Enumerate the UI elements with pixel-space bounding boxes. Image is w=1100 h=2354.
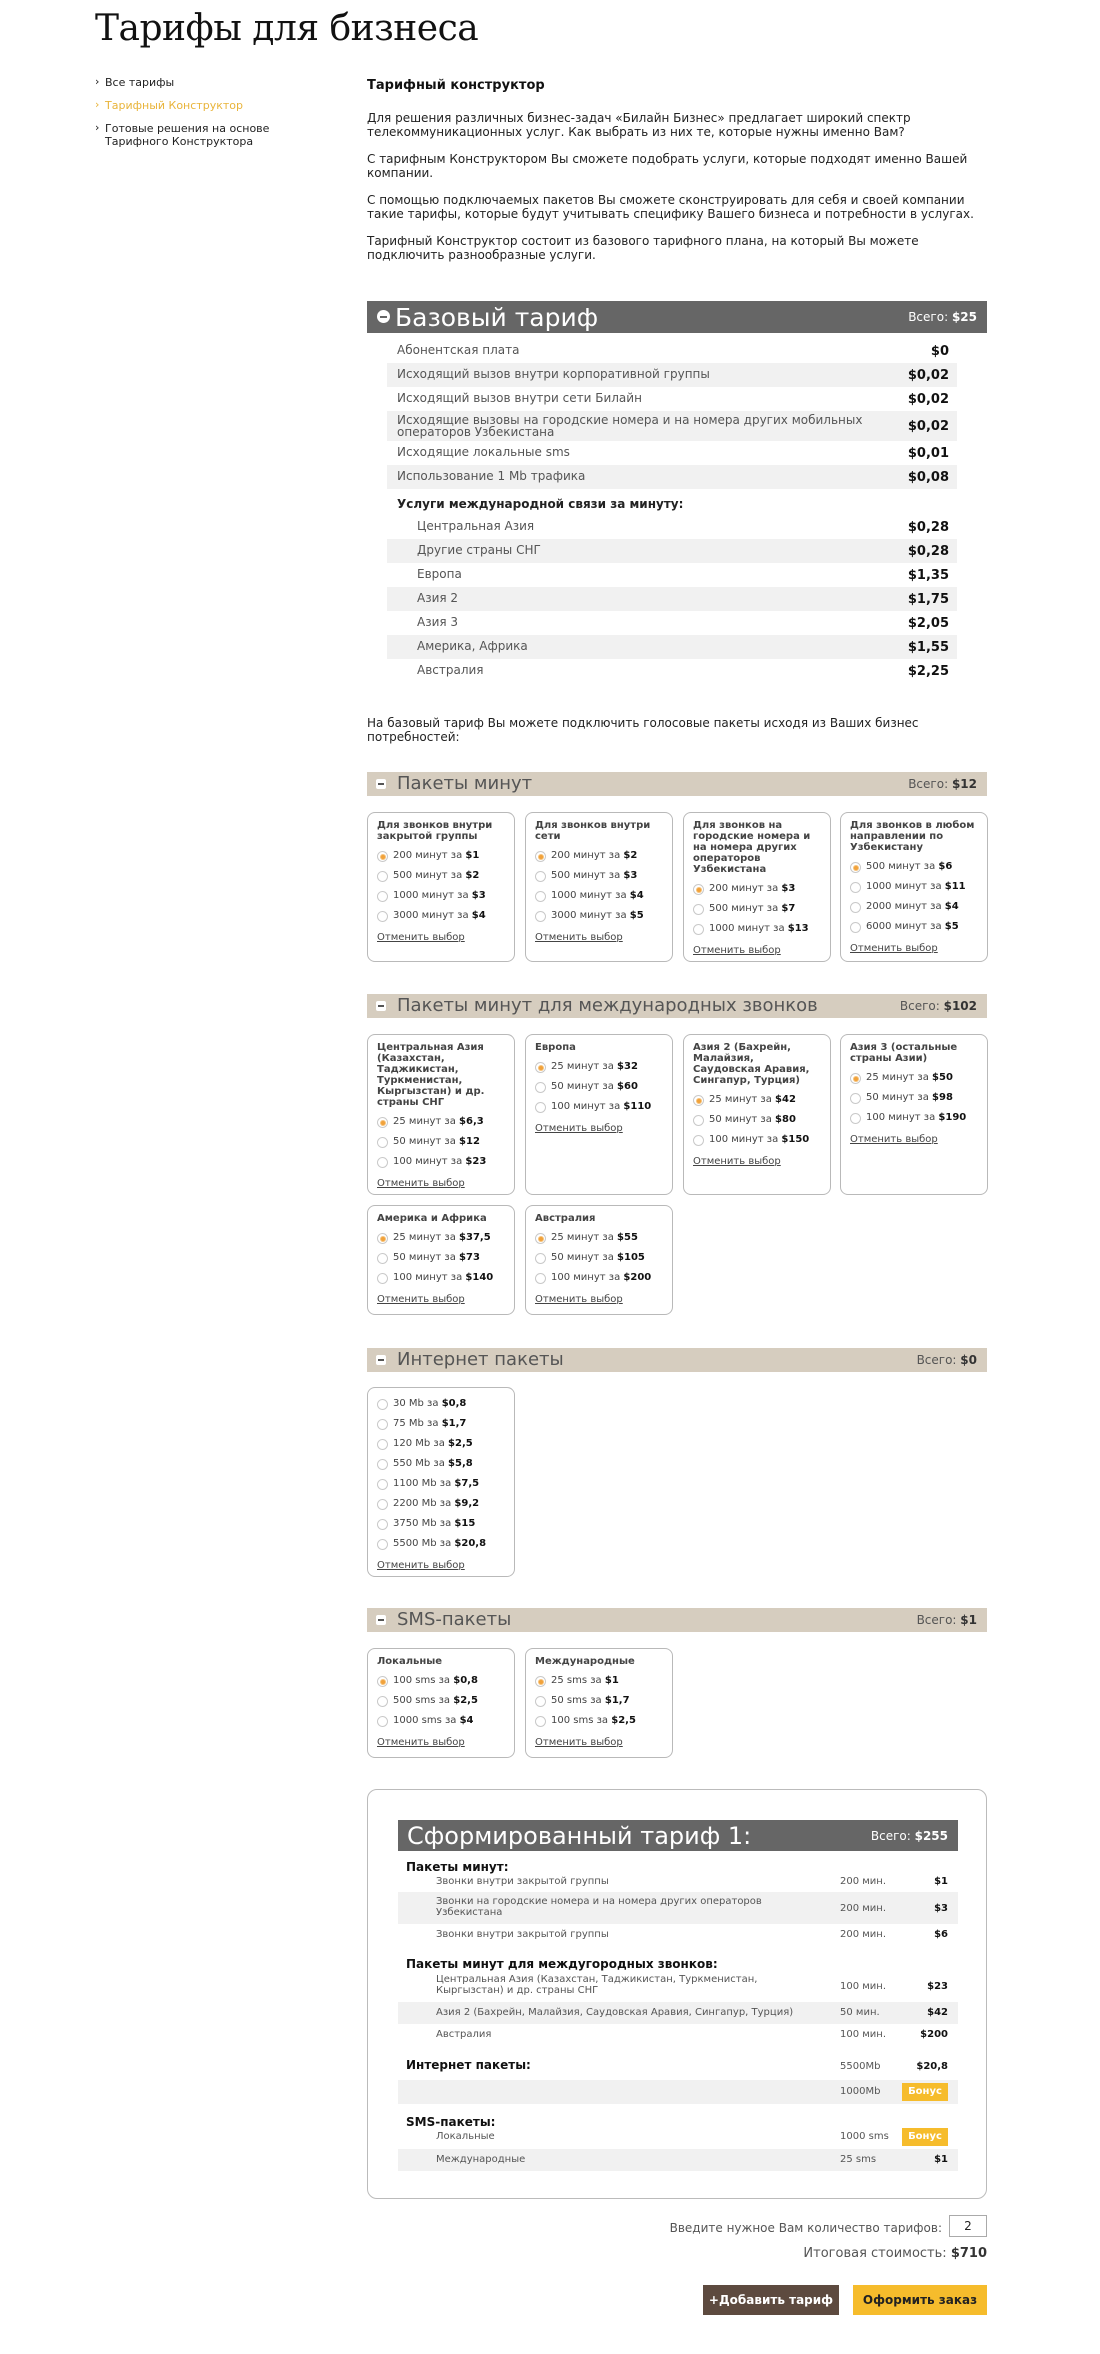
page-title: Тарифы для бизнеса	[95, 8, 479, 49]
card-title: Азия 2 (Бахрейн, Малайзия, Саудовская Аравия, Сингапур, Турция)	[693, 1042, 810, 1086]
radio-option[interactable]: 25 минут за $32	[535, 1058, 663, 1078]
radio-icon[interactable]	[850, 1113, 861, 1124]
radio-icon[interactable]	[535, 1082, 546, 1093]
radio-icon[interactable]	[850, 882, 861, 893]
radio-icon[interactable]	[850, 1073, 861, 1084]
summary-row: Центральная Азия (Казахстан, Таджикистан, Туркменистан, Кыргызстан) и др. страны СНГ 100 мин. $23	[436, 1974, 948, 1996]
radio-icon[interactable]	[377, 1233, 388, 1244]
radio-icon[interactable]	[377, 1459, 388, 1470]
summary-group-title: SMS-пакеты:	[406, 2115, 496, 2129]
radio-icon[interactable]	[377, 891, 388, 902]
radio-option[interactable]: 200 минут за $2	[535, 847, 663, 867]
radio-option[interactable]: 2200 Mb за $9,2	[377, 1495, 505, 1515]
summary-row: Звонки на городские номера и на номера других операторов Узбекистана 200 мин. $3	[398, 1892, 958, 1924]
radio-option[interactable]: 100 минут за $190	[850, 1109, 978, 1129]
section-title: Пакеты минут для международных звонков	[397, 995, 818, 1016]
radio-icon[interactable]	[535, 1696, 546, 1707]
radio-option[interactable]: 100 минут за $200	[535, 1269, 663, 1289]
place-order-button[interactable]: Оформить заказ	[853, 2285, 987, 2315]
reset-selection-link[interactable]: Отменить выбор	[535, 1123, 623, 1134]
collapse-icon[interactable]	[376, 1615, 386, 1625]
section-title: Пакеты минут	[397, 773, 533, 794]
section-title: SMS-пакеты	[397, 1609, 512, 1630]
reset-selection-link[interactable]: Отменить выбор	[377, 1560, 465, 1571]
radio-option[interactable]: 100 минут за $23	[377, 1153, 505, 1173]
radio-option[interactable]: 1000 минут за $13	[693, 920, 821, 940]
section-total: Всего: $0	[916, 1353, 977, 1367]
radio-icon[interactable]	[693, 1135, 704, 1146]
reset-selection-link[interactable]: Отменить выбор	[377, 932, 465, 943]
radio-icon[interactable]	[535, 871, 546, 882]
package-card	[367, 1648, 515, 1758]
radio-icon[interactable]	[535, 1716, 546, 1727]
package-card	[683, 1034, 831, 1195]
radio-icon[interactable]	[535, 911, 546, 922]
radio-option[interactable]: 2000 минут за $4	[850, 898, 978, 918]
radio-option[interactable]: 120 Mb за $2,5	[377, 1435, 505, 1455]
tariff-summary	[367, 1789, 987, 2199]
card-title: Азия 3 (остальные страны Азии)	[850, 1042, 958, 1064]
package-card	[367, 1205, 515, 1315]
reset-selection-link[interactable]: Отменить выбор	[535, 1294, 623, 1305]
card-title: Австралия	[535, 1213, 596, 1224]
radio-option[interactable]: 100 минут за $140	[377, 1269, 505, 1289]
tariff-quantity-label: Введите нужное Вам количество тарифов:	[669, 2221, 942, 2235]
table-row: Исходящий вызов внутри корпоративной группы $0,02	[387, 363, 957, 387]
intro-paragraph: Тарифный Конструктор состоит из базового тарифного плана, на который Вы можете подключить разнообразные услуги.	[367, 234, 919, 262]
package-card	[525, 812, 673, 962]
radio-icon[interactable]	[535, 1273, 546, 1284]
package-card	[840, 812, 988, 962]
package-card	[525, 1034, 673, 1195]
radio-option[interactable]: 25 минут за $37,5	[377, 1229, 505, 1249]
radio-icon[interactable]	[535, 891, 546, 902]
radio-option[interactable]: 200 минут за $1	[377, 847, 505, 867]
radio-icon[interactable]	[377, 1499, 388, 1510]
bonus-badge: Бонус	[902, 2083, 948, 2101]
radio-icon[interactable]	[693, 1115, 704, 1126]
summary-row: Австралия 100 мин. $200	[436, 2029, 948, 2040]
table-row: Европа $1,35	[417, 567, 949, 583]
radio-icon[interactable]	[377, 1253, 388, 1264]
summary-group-title: Пакеты минут для междугородных звонков:	[406, 1957, 718, 1971]
card-title: Для звонков в любом направлении по Узбекистану	[850, 820, 975, 853]
intro	[367, 78, 987, 275]
table-row: Америка, Африка $1,55	[387, 635, 957, 659]
radio-option[interactable]: 25 минут за $50	[850, 1069, 978, 1089]
collapse-icon[interactable]	[376, 779, 386, 789]
radio-option[interactable]: 500 минут за $6	[850, 858, 978, 878]
reset-selection-link[interactable]: Отменить выбор	[535, 1737, 623, 1748]
table-row: Азия 2 $1,75	[387, 587, 957, 611]
radio-option[interactable]: 6000 минут за $5	[850, 918, 978, 938]
radio-icon[interactable]	[535, 1253, 546, 1264]
reset-selection-link[interactable]: Отменить выбор	[377, 1178, 465, 1189]
card-title: Локальные	[377, 1656, 443, 1667]
radio-option[interactable]: 1000 sms за $4	[377, 1712, 505, 1732]
radio-option[interactable]: 25 минут за $55	[535, 1229, 663, 1249]
radio-option[interactable]: 50 sms за $1,7	[535, 1692, 663, 1712]
radio-icon[interactable]	[377, 1157, 388, 1168]
section-total: Всего: $12	[908, 777, 977, 791]
radio-icon[interactable]	[377, 1419, 388, 1430]
radio-option[interactable]: 25 минут за $6,3	[377, 1113, 505, 1133]
radio-icon[interactable]	[535, 1062, 546, 1073]
radio-option[interactable]: 30 Mb за $0,8	[377, 1395, 505, 1415]
card-title: Америка и Африка	[377, 1213, 487, 1224]
table-row: Исходящие вызовы на городские номера и на номера других мобильных операторов Узбекистана $0,02	[387, 411, 957, 441]
radio-icon[interactable]	[377, 1539, 388, 1550]
radio-icon[interactable]	[850, 862, 861, 873]
minutes-packages-header[interactable]	[367, 772, 987, 796]
radio-icon[interactable]	[693, 884, 704, 895]
reset-selection-link[interactable]: Отменить выбор	[377, 1737, 465, 1748]
summary-row: 5500Mb $20,8	[840, 2061, 948, 2072]
radio-icon[interactable]	[377, 871, 388, 882]
bonus-badge: Бонус	[902, 2128, 948, 2146]
radio-option[interactable]: 100 минут за $150	[693, 1131, 821, 1151]
package-card	[525, 1205, 673, 1315]
packages-note: На базовый тариф Вы можете подключить голосовые пакеты исходя из Ваших бизнес потребностей:	[367, 716, 919, 744]
radio-icon[interactable]	[535, 1233, 546, 1244]
intl-services-title: Услуги международной связи за минуту:	[397, 497, 684, 511]
radio-option[interactable]: 50 минут за $98	[850, 1089, 978, 1109]
radio-icon[interactable]	[535, 851, 546, 862]
table-row: Использование 1 Mb трафика $0,08	[387, 465, 957, 489]
radio-option[interactable]: 550 Mb за $5,8	[377, 1455, 505, 1475]
summary-row: Звонки внутри закрытой группы 200 мин. $1	[436, 1876, 948, 1887]
sidebar-item-all-tariffs[interactable]: › Все тарифы	[95, 76, 295, 89]
radio-icon[interactable]	[377, 1696, 388, 1707]
radio-option[interactable]: 100 sms за $0,8	[377, 1672, 505, 1692]
intro-paragraph: С помощью подключаемых пакетов Вы сможете сконструировать для себя и своей компании такие тарифы, которые будут учитывать специфику Вашего бизнеса и потребности в услугах.	[367, 193, 974, 221]
collapse-icon[interactable]	[376, 1355, 386, 1365]
intl-packages-header[interactable]	[367, 994, 987, 1018]
reset-selection-link[interactable]: Отменить выбор	[850, 1134, 938, 1145]
collapse-icon[interactable]	[377, 310, 390, 323]
base-tariff-rows	[387, 339, 957, 683]
radio-option[interactable]: 500 минут за $2	[377, 867, 505, 887]
radio-option[interactable]: 50 минут за $60	[535, 1078, 663, 1098]
reset-selection-link[interactable]: Отменить выбор	[377, 1294, 465, 1305]
radio-option[interactable]: 75 Mb за $1,7	[377, 1415, 505, 1435]
sms-packages-header[interactable]	[367, 1608, 987, 1632]
radio-icon[interactable]	[377, 1519, 388, 1530]
radio-option[interactable]: 500 минут за $3	[535, 867, 663, 887]
table-row: Абонентская плата $0	[397, 343, 949, 359]
table-row: Центральная Азия $0,28	[417, 519, 949, 535]
reset-selection-link[interactable]: Отменить выбор	[850, 943, 938, 954]
radio-option[interactable]: 3000 минут за $5	[535, 907, 663, 927]
radio-option[interactable]: 3750 Mb за $15	[377, 1515, 505, 1535]
intro-paragraph: Для решения различных бизнес-задач «Билайн Бизнес» предлагает широкий спектр телекоммуникационных услуг. Как выбрать из них те, которые нужны именно Вам?	[367, 111, 911, 139]
radio-option[interactable]: 1000 минут за $4	[535, 887, 663, 907]
summary-group-title: Интернет пакеты:	[406, 2058, 531, 2072]
summary-title: Сформированный тариф 1:	[407, 1822, 752, 1850]
radio-icon[interactable]	[377, 1479, 388, 1490]
radio-option[interactable]: 200 минут за $3	[693, 880, 821, 900]
summary-total: Всего: $255	[870, 1829, 948, 1843]
package-card	[367, 812, 515, 962]
radio-icon[interactable]	[850, 1093, 861, 1104]
reset-selection-link[interactable]: Отменить выбор	[693, 1156, 781, 1167]
base-tariff-title: Базовый тариф	[395, 303, 599, 332]
card-title: Международные	[535, 1656, 635, 1667]
reset-selection-link[interactable]: Отменить выбор	[535, 932, 623, 943]
sidebar	[95, 76, 295, 158]
sidebar-item-constructor[interactable]: › Тарифный Конструктор	[95, 99, 295, 112]
radio-icon[interactable]	[377, 1273, 388, 1284]
radio-option[interactable]: 50 минут за $12	[377, 1133, 505, 1153]
radio-option[interactable]: 25 минут за $42	[693, 1091, 821, 1111]
summary-row: Локальные 1000 sms Бонус	[398, 2127, 958, 2149]
table-row: Азия 3 $2,05	[417, 615, 949, 631]
intro-title: Тарифный конструктор	[367, 78, 545, 93]
summary-row: Азия 2 (Бахрейн, Малайзия, Саудовская Аравия, Сингапур, Турция) 50 мин. $42	[398, 2002, 958, 2024]
card-title: Для звонков на городские номера и на номера других операторов Узбекистана	[693, 820, 811, 875]
collapse-icon[interactable]	[376, 1001, 386, 1011]
summary-row: 1000Mb Бонус	[398, 2080, 958, 2104]
radio-icon[interactable]	[850, 902, 861, 913]
radio-icon[interactable]	[693, 1095, 704, 1106]
radio-icon[interactable]	[377, 1137, 388, 1148]
internet-packages-header[interactable]	[367, 1348, 987, 1372]
package-card	[840, 1034, 988, 1195]
radio-icon[interactable]	[377, 1439, 388, 1450]
radio-option[interactable]: 1000 минут за $11	[850, 878, 978, 898]
radio-icon[interactable]	[535, 1102, 546, 1113]
card-title: Центральная Азия (Казахстан, Таджикистан, Туркменистан, Кыргызстан) и др. страны СНГ	[377, 1042, 485, 1108]
package-card	[525, 1648, 673, 1758]
base-tariff-total: Всего: $25	[908, 310, 977, 324]
radio-icon[interactable]	[377, 851, 388, 862]
radio-option[interactable]: 50 минут за $73	[377, 1249, 505, 1269]
table-row: Другие страны СНГ $0,28	[387, 539, 957, 563]
intro-paragraph: С тарифным Конструктором Вы сможете подобрать услуги, которые подходят именно Вашей компании.	[367, 152, 968, 180]
base-tariff-header[interactable]	[367, 301, 987, 333]
reset-selection-link[interactable]: Отменить выбор	[693, 945, 781, 956]
radio-icon[interactable]	[377, 1399, 388, 1410]
section-total: Всего: $1	[916, 1613, 977, 1627]
table-row: Австралия $2,25	[417, 663, 949, 679]
section-title: Интернет пакеты	[397, 1349, 564, 1370]
sidebar-item-ready-solutions[interactable]: › Готовые решения на основе Тарифного Конструктора	[95, 122, 295, 148]
section-total: Всего: $102	[899, 999, 977, 1013]
card-title: Для звонков внутри закрытой группы	[377, 820, 493, 842]
radio-option[interactable]: 3000 минут за $4	[377, 907, 505, 927]
final-cost: Итоговая стоимость: $710	[803, 2246, 987, 2261]
package-card	[367, 1034, 515, 1195]
radio-icon[interactable]	[693, 924, 704, 935]
radio-icon[interactable]	[535, 1676, 546, 1687]
radio-option[interactable]: 100 sms за $2,5	[535, 1712, 663, 1732]
radio-icon[interactable]	[377, 1117, 388, 1128]
radio-option[interactable]: 25 sms за $1	[535, 1672, 663, 1692]
radio-icon[interactable]	[377, 911, 388, 922]
summary-row: Международные 25 sms $1	[398, 2149, 958, 2171]
radio-option[interactable]: 50 минут за $105	[535, 1249, 663, 1269]
radio-option[interactable]: 500 минут за $7	[693, 900, 821, 920]
radio-icon[interactable]	[377, 1716, 388, 1727]
radio-option[interactable]: 100 минут за $110	[535, 1098, 663, 1118]
package-card	[683, 812, 831, 962]
radio-icon[interactable]	[850, 922, 861, 933]
table-row: Исходящие локальные sms $0,01	[397, 445, 949, 461]
radio-option[interactable]: 5500 Mb за $20,8	[377, 1535, 505, 1555]
radio-option[interactable]: 1000 минут за $3	[377, 887, 505, 907]
add-tariff-button[interactable]: +Добавить тариф	[703, 2285, 839, 2315]
radio-icon[interactable]	[693, 904, 704, 915]
summary-row: Звонки внутри закрытой группы 200 мин. $6	[436, 1929, 948, 1940]
radio-option[interactable]: 500 sms за $2,5	[377, 1692, 505, 1712]
card-title: Для звонков внутри сети	[535, 820, 651, 842]
table-row: Исходящий вызов внутри сети Билайн $0,02	[397, 391, 949, 407]
radio-icon[interactable]	[377, 1676, 388, 1687]
radio-option[interactable]: 50 минут за $80	[693, 1111, 821, 1131]
tariff-quantity-input[interactable]	[949, 2215, 987, 2237]
summary-group-title: Пакеты минут:	[406, 1860, 509, 1874]
radio-option[interactable]: 1100 Mb за $7,5	[377, 1475, 505, 1495]
summary-header	[398, 1820, 958, 1851]
package-card	[367, 1387, 515, 1577]
card-title: Европа	[535, 1042, 576, 1053]
